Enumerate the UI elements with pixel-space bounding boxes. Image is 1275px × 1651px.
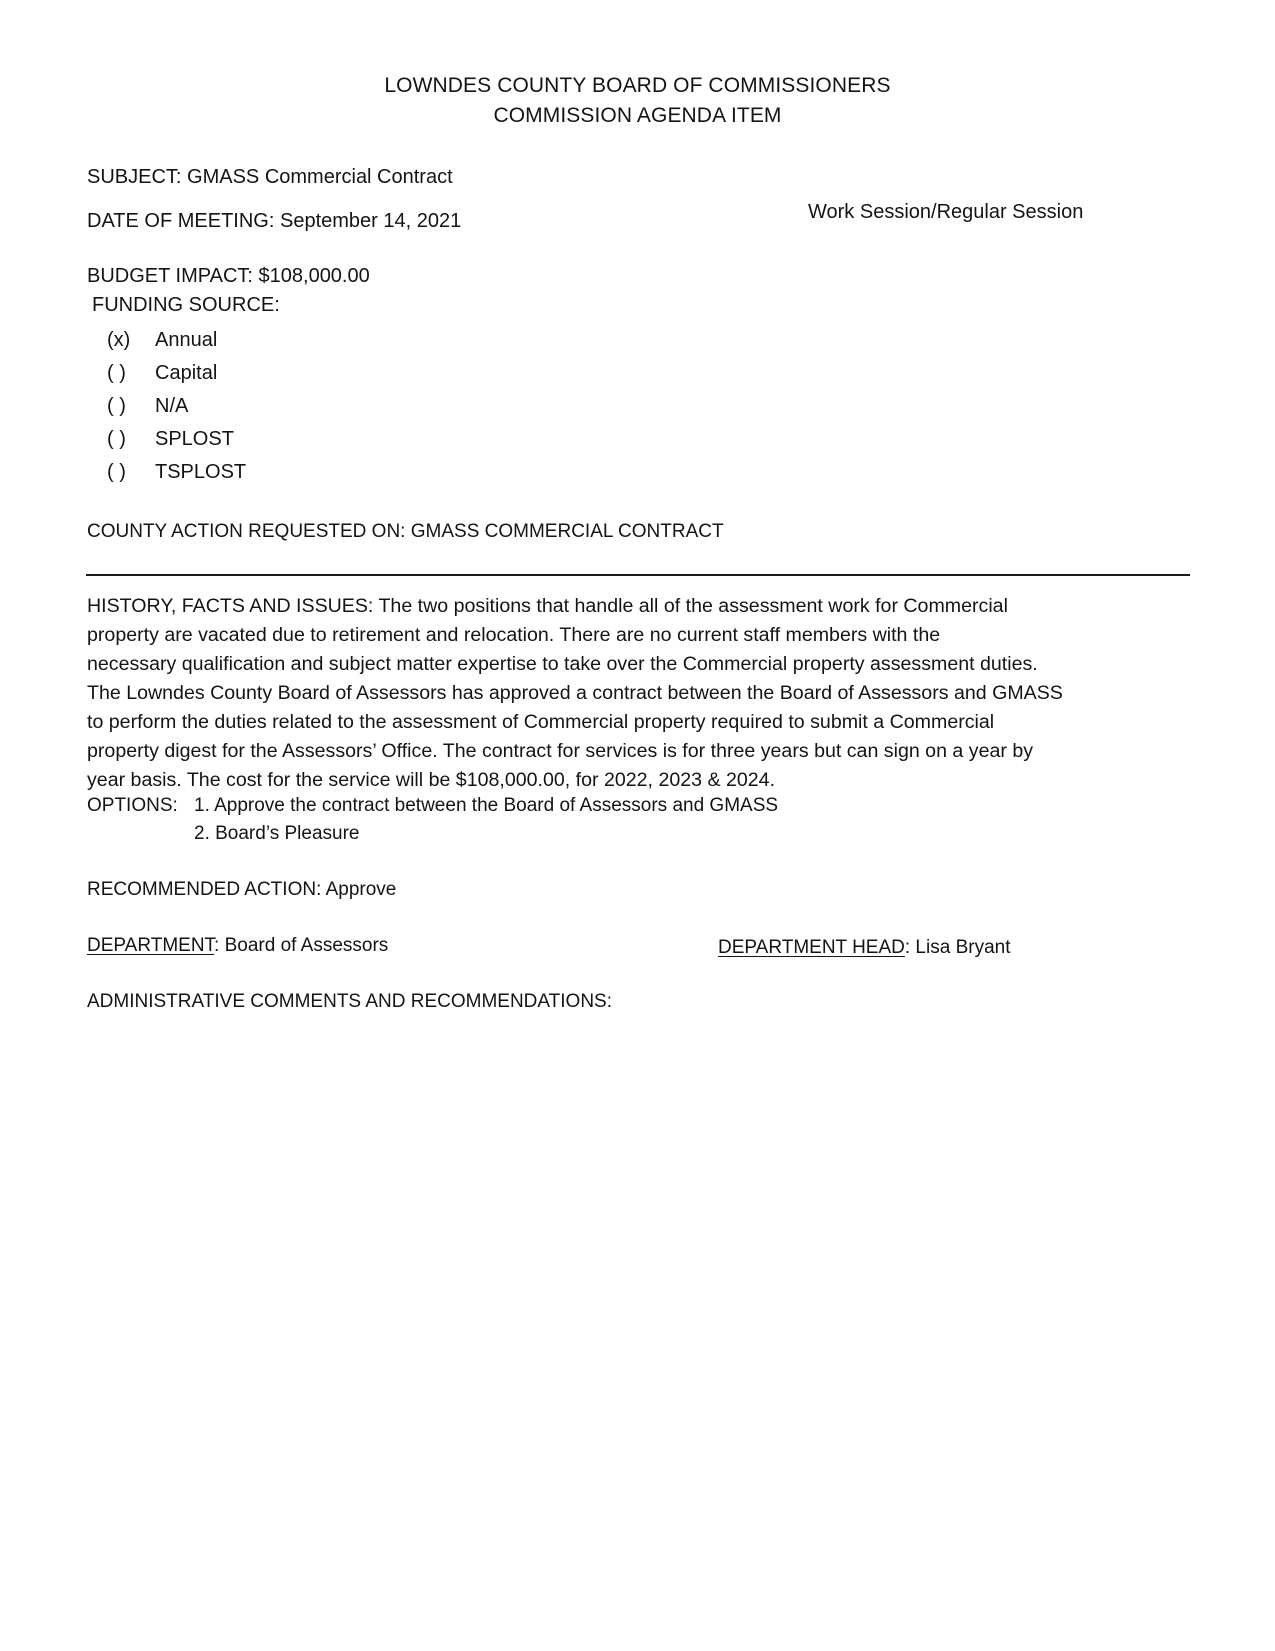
county-action-label: COUNTY ACTION REQUESTED ON:: [87, 521, 406, 542]
history-line: to perform the duties related to the assessment of Commercial property required to submit a Commercial: [87, 711, 995, 733]
history-facts-issues: [87, 592, 1192, 795]
options-label: OPTIONS:: [87, 795, 178, 816]
department-value: : Board of Assessors: [214, 935, 389, 956]
funding-item-label: TSPLOST: [155, 461, 247, 483]
department-head-value: : Lisa Bryant: [904, 937, 1011, 958]
history-line: HISTORY, FACTS AND ISSUES: The two positions that handle all of the assessment work for Commercial: [87, 595, 1008, 617]
option-item-1: 1. Approve the contract between the Board of Assessors and GMASS: [194, 795, 779, 816]
funding-item-label: Annual: [155, 329, 218, 351]
funding-source-label: FUNDING SOURCE:: [92, 294, 280, 316]
budget-impact-value: $108,000.00: [258, 265, 370, 287]
recommended-action-line: [87, 879, 396, 901]
department-line: [87, 935, 388, 957]
doc-type-title: COMMISSION AGENDA ITEM: [493, 104, 782, 127]
department-head-line: [718, 937, 1010, 959]
budget-impact-line: [87, 265, 370, 288]
recommended-action-label: RECOMMENDED ACTION:: [87, 879, 322, 900]
history-line: necessary qualification and subject matter expertise to take over the Commercial property assessment duties.: [87, 653, 1038, 675]
funding-item-capital: [107, 362, 217, 385]
history-line: property are vacated due to retirement and relocation. There are no current staff members with the: [87, 624, 941, 646]
subject-value: GMASS Commercial Contract: [187, 166, 453, 188]
county-action-line: [87, 521, 724, 543]
checkbox-mark: ( ): [107, 461, 126, 483]
subject-line: [87, 166, 453, 189]
option-item-2: 2. Board’s Pleasure: [194, 823, 360, 844]
department-head-label: DEPARTMENT HEAD: [718, 937, 905, 958]
subject-label: SUBJECT:: [87, 166, 182, 188]
funding-item-splost: [107, 428, 234, 451]
checkbox-mark: ( ): [107, 395, 126, 417]
recommended-action-value: Approve: [325, 879, 397, 900]
department-label: DEPARTMENT: [87, 935, 215, 956]
checkbox-mark: (x): [107, 329, 131, 351]
history-line: The Lowndes County Board of Assessors has approved a contract between the Board of Assessors and GMASS: [87, 682, 1063, 704]
session-type: Work Session/Regular Session: [808, 201, 1084, 223]
funding-item-label: SPLOST: [155, 428, 234, 450]
meeting-date-value: September 14, 2021: [279, 210, 462, 232]
funding-item-label: N/A: [155, 395, 189, 417]
funding-item-label: Capital: [155, 362, 218, 384]
history-line: year basis. The cost for the service will be $108,000.00, for 2022, 2023 & 2024.: [87, 769, 776, 791]
budget-impact-label: BUDGET IMPACT:: [87, 265, 253, 287]
funding-item-na: [107, 395, 188, 418]
funding-item-tsplost: [107, 461, 246, 484]
checkbox-mark: ( ): [107, 362, 126, 384]
meeting-date-line: [87, 210, 461, 233]
admin-comments-label: ADMINISTRATIVE COMMENTS AND RECOMMENDATIONS:: [87, 991, 612, 1012]
county-action-value: GMASS COMMERCIAL CONTRACT: [410, 521, 724, 542]
org-title: LOWNDES COUNTY BOARD OF COMMISSIONERS: [384, 74, 891, 97]
checkbox-mark: ( ): [107, 428, 126, 450]
section-divider: [86, 574, 1190, 576]
meeting-date-label: DATE OF MEETING:: [87, 210, 275, 232]
history-line: property digest for the Assessors’ Office. The contract for services is for three years but can sign on a year by: [87, 740, 1034, 762]
funding-item-annual: [107, 329, 217, 352]
